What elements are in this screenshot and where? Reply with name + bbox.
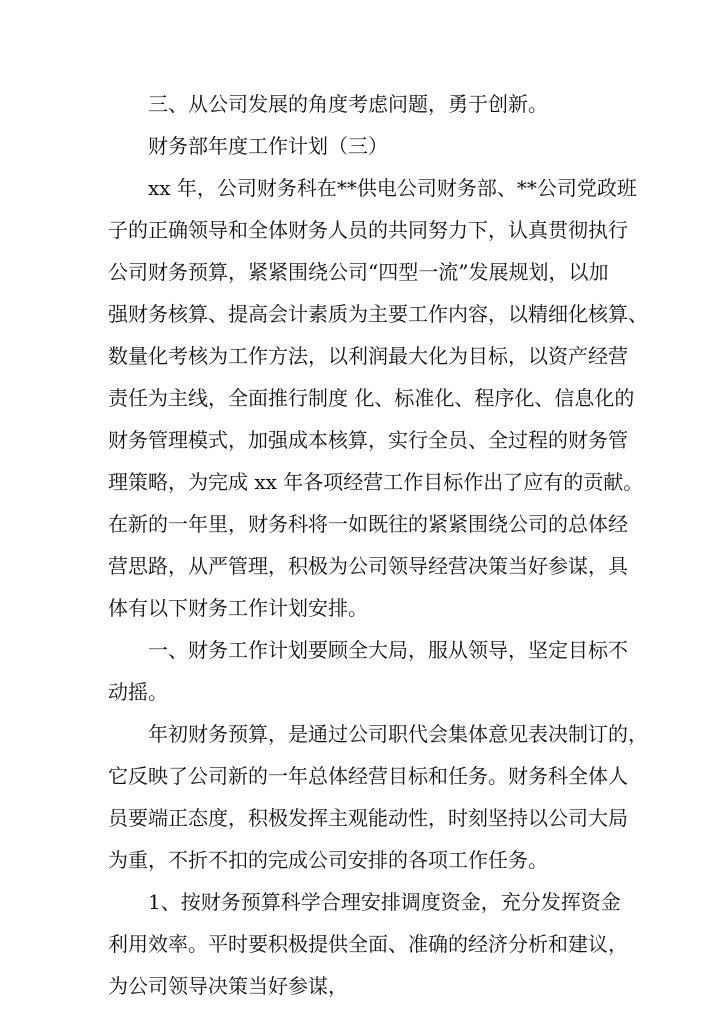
section-heading-continued: 动摇。 <box>108 680 168 704</box>
paragraph-line: 利用效率。平时要积极提供全面、准确的经济分析和建议， <box>108 932 628 956</box>
paragraph-line: 1、按财务预算科学合理安排调度资金，充分发挥资金 <box>148 890 621 914</box>
paragraph-line: 在新的一年里，财务科将一如既往的紧紧围绕公司的总体经 <box>108 512 628 536</box>
paragraph-line: 年初财务预算，是通过公司职代会集体意见表决制订的， <box>148 722 648 746</box>
paragraph-line: xx 年，公司财务科在**供电公司财务部、**公司党政班 <box>148 176 637 200</box>
paragraph-line: 子的正确领导和全体财务人员的共同努力下，认真贯彻执行 <box>108 218 628 242</box>
paragraph-line: 它反映了公司新的一年总体经营目标和任务。财务科全体人 <box>108 764 628 788</box>
section-heading: 一、财务工作计划要顾全大局，服从领导，坚定目标不 <box>148 638 628 662</box>
paragraph-line: 财务管理模式，加强成本核算，实行全员、全过程的财务管 <box>108 428 628 452</box>
paragraph-line: 为重，不折不扣的完成公司安排的各项工作任务。 <box>108 848 548 872</box>
paragraph-line: 体有以下财务工作计划安排。 <box>108 596 368 620</box>
section-heading: 三、从公司发展的角度考虑问题，勇于创新。 <box>148 92 548 116</box>
paragraph-line: 数量化考核为工作方法，以利润最大化为目标，以资产经营 <box>108 344 628 368</box>
paragraph-line: 为公司领导决策当好参谋， <box>108 974 348 998</box>
paragraph-line: 员要端正态度，积极发挥主观能动性，时刻坚持以公司大局 <box>108 806 628 830</box>
paragraph-line: 公司财务预算，紧紧围绕公司“四型一流”发展规划，以加 <box>108 260 609 284</box>
paragraph-line: 强财务核算、提高会计素质为主要工作内容，以精细化核算、 <box>108 302 648 326</box>
document-title: 财务部年度工作计划（三） <box>148 134 388 158</box>
paragraph-line: 责任为主线，全面推行制度 化、标准化、程序化、信息化的 <box>108 386 635 410</box>
paragraph-line: 理策略，为完成 xx 年各项经营工作目标作出了应有的贡献。 <box>108 470 644 494</box>
paragraph-line: 营思路，从严管理，积极为公司领导经营决策当好参谋，具 <box>108 554 628 578</box>
